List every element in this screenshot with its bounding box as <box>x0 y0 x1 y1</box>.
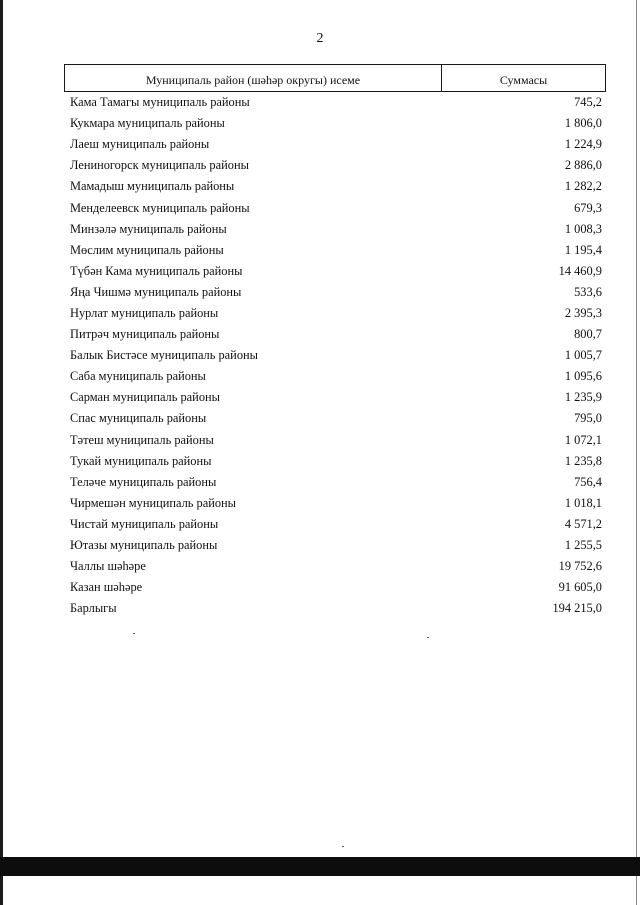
district-name: Минзәлә муниципаль районы <box>70 221 227 236</box>
table-row <box>70 430 602 451</box>
page-number: 2 <box>316 31 324 46</box>
table-row <box>70 113 602 134</box>
table-row <box>70 577 602 598</box>
district-name: Тәтеш муниципаль районы <box>70 432 214 447</box>
district-sum: 1 018,1 <box>564 495 602 510</box>
district-name: Түбән Кама муниципаль районы <box>70 263 243 278</box>
scan-bottom-bar <box>0 857 640 876</box>
district-sum: 1 235,9 <box>564 390 602 405</box>
district-name: Кукмара муниципаль районы <box>70 116 225 131</box>
district-name: Спас муниципаль районы <box>70 411 207 426</box>
table-row <box>70 261 602 282</box>
district-sum: 679,3 <box>574 200 602 215</box>
district-name: Ютазы муниципаль районы <box>70 538 218 553</box>
district-name: Чаллы шәһәре <box>70 559 146 574</box>
table-row <box>70 493 602 514</box>
table-row <box>70 535 602 556</box>
table-row <box>70 219 602 240</box>
district-sum: 1 282,2 <box>564 179 602 194</box>
table-row <box>70 303 602 324</box>
district-name: Лениногорск муниципаль районы <box>70 158 249 173</box>
district-sum: 91 605,0 <box>558 580 602 595</box>
district-sum: 4 571,2 <box>564 516 602 531</box>
district-name: Чистай муниципаль районы <box>70 516 219 531</box>
district-sum: 1 005,7 <box>564 348 602 363</box>
district-name: Мамадыш муниципаль районы <box>70 179 235 194</box>
table-row <box>70 366 602 387</box>
district-sum: 1 806,0 <box>564 116 602 131</box>
district-sum: 533,6 <box>574 284 602 299</box>
district-name: Барлыгы <box>70 601 117 616</box>
table-row <box>70 134 602 155</box>
district-sum: 1 195,4 <box>564 242 602 257</box>
table-row <box>70 345 602 366</box>
scan-speck <box>133 633 135 634</box>
scan-speck <box>342 846 344 847</box>
district-sum: 194 215,0 <box>552 601 602 616</box>
table-row <box>70 451 602 472</box>
district-sum: 1 235,8 <box>564 453 602 468</box>
table-row <box>70 92 602 113</box>
district-name: Балык Бистәсе муниципаль районы <box>70 348 258 363</box>
table-row <box>70 514 602 535</box>
district-name: Сарман муниципаль районы <box>70 390 220 405</box>
district-name: Теләче муниципаль районы <box>70 474 217 489</box>
table-row <box>70 155 602 176</box>
district-name: Саба муниципаль районы <box>70 369 206 384</box>
scan-right-edge <box>636 0 637 905</box>
district-sum: 1 255,5 <box>564 538 602 553</box>
table-row <box>70 472 602 493</box>
district-sum: 2 395,3 <box>564 305 602 320</box>
table-row <box>70 282 602 303</box>
table-row <box>70 176 602 197</box>
district-name: Мөслим муниципаль районы <box>70 242 224 257</box>
district-sum: 756,4 <box>574 474 602 489</box>
district-name: Менделеевск муниципаль районы <box>70 200 250 215</box>
district-sum: 14 460,9 <box>558 263 602 278</box>
district-sum: 795,0 <box>574 411 602 426</box>
district-name: Казан шәһәре <box>70 580 143 595</box>
scan-speck <box>427 637 429 638</box>
district-name: Лаеш муниципаль районы <box>70 137 210 152</box>
district-name: Тукай муниципаль районы <box>70 453 212 468</box>
district-sum: 1 095,6 <box>564 369 602 384</box>
district-sum: 19 752,6 <box>558 559 602 574</box>
district-sum: 800,7 <box>574 327 602 342</box>
table-row <box>70 598 602 619</box>
table-row <box>70 408 602 429</box>
table-row <box>70 197 602 218</box>
scan-left-edge <box>0 0 3 905</box>
district-sum: 1 072,1 <box>564 432 602 447</box>
district-sum: 1 224,9 <box>564 137 602 152</box>
district-name: Чирмешән муниципаль районы <box>70 495 237 510</box>
district-sum: 2 886,0 <box>564 158 602 173</box>
district-sum: 745,2 <box>574 95 602 110</box>
district-name: Кама Тамагы муниципаль районы <box>70 95 250 110</box>
header-name-column: Муниципаль район (шәһәр округы) исеме <box>65 65 442 91</box>
table-header <box>64 64 606 92</box>
table-row <box>70 240 602 261</box>
table-row <box>70 324 602 345</box>
header-sum-column: Суммасы <box>499 72 548 87</box>
table-row <box>70 556 602 577</box>
district-name: Яңа Чишмә муниципаль районы <box>70 284 242 299</box>
district-sum: 1 008,3 <box>564 221 602 236</box>
table-row <box>70 387 602 408</box>
district-name: Питрәч муниципаль районы <box>70 327 220 342</box>
district-name: Нурлат муниципаль районы <box>70 305 219 320</box>
table-body <box>70 92 602 619</box>
